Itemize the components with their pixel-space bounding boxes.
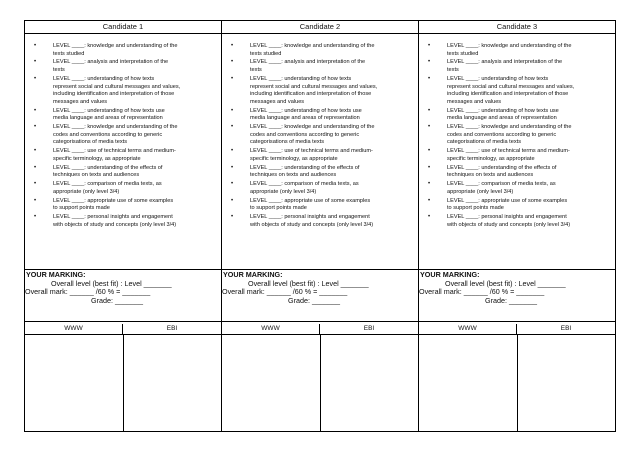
criterion-item: [226, 148, 414, 163]
criterion-text: LEVEL ____: knowledge and understanding of the codes and conventions according to generic categorisations of media texts: [250, 124, 375, 146]
criterion-text: LEVEL ____: understanding of how texts represent social and cultural messages and values, including identification and interpretation of those messages and values: [250, 75, 378, 105]
criterion-text: LEVEL ____: analysis and interpretation of the texts: [53, 59, 169, 74]
bullet-icon: •: [34, 124, 37, 131]
criterion-item: [29, 214, 217, 229]
bullet-icon: •: [231, 59, 234, 66]
criterion-item: [226, 214, 414, 229]
criteria-list: [25, 34, 221, 270]
bullet-icon: •: [34, 43, 37, 49]
feedback-divider: [123, 335, 124, 431]
criteria-list: [222, 34, 418, 270]
criterion-item: [226, 124, 414, 147]
criterion-item: [423, 43, 611, 58]
overall-level-field[interactable]: Overall level (best fit) : Level _______: [51, 278, 172, 288]
ebi-label: EBI: [560, 325, 572, 332]
criterion-text: LEVEL ____: use of technical terms and medium- specific terminology, as appropriate: [53, 148, 176, 162]
feedback-header: [222, 324, 418, 335]
criterion-text: LEVEL ____: appropriate use of some examples to support points made: [250, 197, 371, 212]
criterion-text: LEVEL ____: use of technical terms and medium- specific terminology, as appropriate: [447, 148, 570, 162]
candidate-column: [419, 21, 615, 431]
ebi-label: EBI: [363, 325, 375, 332]
criterion-item: [29, 165, 217, 180]
bullet-icon: •: [34, 107, 37, 114]
bullet-icon: •: [428, 43, 431, 49]
criterion-item: [423, 165, 611, 180]
criterion-text: LEVEL ____: understanding of how texts represent social and cultural messages and values, including identification and interpretation of those messages and values: [53, 75, 181, 105]
marking-heading: YOUR MARKING:: [223, 270, 283, 279]
criterion-item: [29, 43, 217, 58]
bullet-icon: •: [428, 164, 431, 171]
criterion-text: LEVEL ____: knowledge and understanding of the codes and conventions according to generic categorisations of media texts: [53, 124, 178, 146]
criterion-text: LEVEL ____: personal insights and engagement with objects of study and concepts (only level 3/4): [53, 214, 177, 228]
criterion-item: [423, 198, 611, 213]
bullet-icon: •: [231, 124, 234, 131]
bullet-icon: •: [231, 164, 234, 171]
criterion-text: LEVEL ____: appropriate use of some examples to support points made: [53, 197, 174, 212]
bullet-icon: •: [428, 75, 431, 82]
marking-box: [25, 270, 221, 322]
criterion-item: [226, 43, 414, 58]
criteria-list: [419, 34, 615, 270]
bullet-icon: •: [231, 75, 234, 82]
bullet-icon: •: [34, 75, 37, 82]
criterion-item: [423, 76, 611, 106]
feedback-box[interactable]: [419, 335, 615, 431]
criterion-text: LEVEL ____: understanding of the effects of techniques on texts and audiences: [53, 164, 163, 179]
criterion-item: [29, 124, 217, 147]
criterion-item: [29, 108, 217, 123]
candidate-title: Candidate 2: [222, 21, 418, 34]
bullet-icon: •: [231, 214, 234, 221]
grade-field[interactable]: Grade: _______: [485, 295, 537, 305]
bullet-icon: •: [428, 214, 431, 221]
criterion-text: LEVEL ____: understanding of how texts represent social and cultural messages and values, including identification and interpretation of those messages and values: [447, 75, 575, 105]
candidate-title: Candidate 1: [25, 21, 221, 34]
bullet-icon: •: [231, 181, 234, 188]
criterion-text: LEVEL ____: analysis and interpretation of the texts: [447, 59, 563, 74]
criterion-item: [423, 148, 611, 163]
bullet-icon: •: [231, 148, 234, 155]
www-label: WWW: [25, 324, 123, 334]
criterion-item: [29, 148, 217, 163]
criterion-text: LEVEL ____: understanding of the effects of techniques on texts and audiences: [250, 164, 360, 179]
bullet-icon: •: [34, 164, 37, 171]
marking-sheet: [24, 20, 616, 432]
grade-field[interactable]: Grade: _______: [91, 295, 143, 305]
bullet-icon: •: [428, 197, 431, 204]
bullet-icon: •: [231, 197, 234, 204]
criterion-text: LEVEL ____: comparison of media texts, as appropriate (only level 3/4): [250, 181, 359, 195]
criterion-item: [29, 198, 217, 213]
criterion-text: LEVEL ____: knowledge and understanding of the texts studied: [53, 43, 178, 57]
criterion-text: LEVEL ____: understanding of how texts use media language and areas of representation: [53, 107, 165, 122]
marking-heading: YOUR MARKING:: [26, 270, 86, 279]
bullet-icon: •: [34, 181, 37, 188]
criterion-item: [29, 76, 217, 106]
criterion-text: LEVEL ____: comparison of media texts, as appropriate (only level 3/4): [447, 181, 556, 195]
bullet-icon: •: [34, 148, 37, 155]
criterion-text: LEVEL ____: knowledge and understanding of the texts studied: [250, 43, 375, 57]
criterion-text: LEVEL ____: personal insights and engagement with objects of study and concepts (only level 3/4): [447, 214, 571, 228]
overall-level-field[interactable]: Overall level (best fit) : Level _______: [445, 278, 566, 288]
criterion-text: LEVEL ____: knowledge and understanding of the texts studied: [447, 43, 572, 57]
criterion-item: [226, 108, 414, 123]
criterion-text: LEVEL ____: personal insights and engagement with objects of study and concepts (only level 3/4): [250, 214, 374, 228]
criterion-item: [29, 59, 217, 74]
criterion-item: [226, 59, 414, 74]
criterion-text: LEVEL ____: analysis and interpretation of the texts: [250, 59, 366, 74]
candidate-title: Candidate 3: [419, 21, 615, 34]
www-label: WWW: [222, 324, 320, 334]
marking-box: [419, 270, 615, 322]
bullet-icon: •: [428, 181, 431, 188]
ebi-label: EBI: [166, 325, 178, 332]
criterion-item: [226, 76, 414, 106]
criterion-item: [423, 214, 611, 229]
criterion-text: LEVEL ____: appropriate use of some examples to support points made: [447, 197, 568, 212]
criterion-item: [423, 181, 611, 196]
criterion-text: LEVEL ____: understanding of how texts use media language and areas of representation: [250, 107, 362, 122]
feedback-divider: [517, 335, 518, 431]
feedback-header: [25, 324, 221, 335]
bullet-icon: •: [34, 59, 37, 66]
overall-mark-field[interactable]: Overall mark: ______ /60 % = _______: [222, 287, 348, 296]
candidate-column: [25, 21, 222, 431]
criterion-text: LEVEL ____: use of technical terms and medium- specific terminology, as appropriate: [250, 148, 373, 162]
overall-mark-field[interactable]: Overall mark: ______ /60 % = _______: [25, 287, 151, 296]
marking-box: [222, 270, 418, 322]
bullet-icon: •: [34, 214, 37, 221]
criterion-item: [29, 181, 217, 196]
criterion-item: [226, 198, 414, 213]
feedback-divider: [320, 335, 321, 431]
criterion-item: [423, 124, 611, 147]
grade-field[interactable]: Grade: _______: [288, 295, 340, 305]
feedback-box[interactable]: [222, 335, 418, 431]
criterion-item: [226, 181, 414, 196]
criterion-item: [423, 59, 611, 74]
candidate-column: [222, 21, 419, 431]
www-label: WWW: [419, 324, 517, 334]
bullet-icon: •: [231, 107, 234, 114]
bullet-icon: •: [34, 197, 37, 204]
marking-heading: YOUR MARKING:: [420, 270, 480, 279]
criterion-text: LEVEL ____: knowledge and understanding of the codes and conventions according to generic categorisations of media texts: [447, 124, 572, 146]
bullet-icon: •: [428, 107, 431, 114]
feedback-header: [419, 324, 615, 335]
overall-level-field[interactable]: Overall level (best fit) : Level _______: [248, 278, 369, 288]
bullet-icon: •: [231, 43, 234, 49]
criterion-text: LEVEL ____: comparison of media texts, as appropriate (only level 3/4): [53, 181, 162, 195]
bullet-icon: •: [428, 59, 431, 66]
bullet-icon: •: [428, 148, 431, 155]
bullet-icon: •: [428, 124, 431, 131]
criterion-item: [226, 165, 414, 180]
criterion-item: [423, 108, 611, 123]
feedback-box[interactable]: [25, 335, 221, 431]
overall-mark-field[interactable]: Overall mark: ______ /60 % = _______: [419, 287, 545, 296]
criterion-text: LEVEL ____: understanding of how texts use media language and areas of representation: [447, 107, 559, 122]
criterion-text: LEVEL ____: understanding of the effects of techniques on texts and audiences: [447, 164, 557, 179]
